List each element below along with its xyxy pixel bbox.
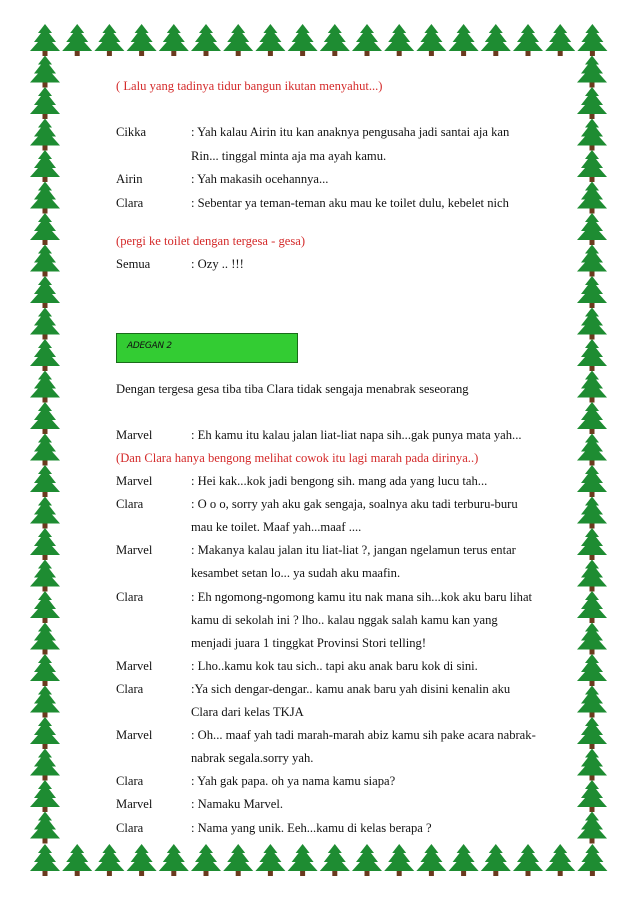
dialogue-line: : Yah gak papa. oh ya nama kamu siapa? [191, 774, 396, 789]
speaker-name: Semua [116, 257, 151, 271]
dialogue-line: : Eh kamu itu kalau jalan liat-liat napa sih...gak punya mata yah... [191, 428, 522, 442]
dialogue-line: : Namaku Marvel. [191, 797, 283, 812]
speaker-name: Marvel [116, 474, 153, 488]
dialogue-line: : Ozy .. !!! [191, 257, 244, 271]
dialogue-line: : Oh... maaf yah tadi marah-marah abiz kamu sih pake acara nabrak- [191, 728, 536, 743]
dialogue-line: : Yah makasih ocehannya... [191, 172, 329, 186]
speaker-name: Clara [116, 195, 144, 210]
dialogue-line: Clara dari kelas TKJA [191, 705, 304, 719]
speaker-name: Marvel [116, 658, 153, 673]
speaker-name: Clara [116, 497, 144, 512]
dialogue-line: : Eh ngomong-ngomong kamu itu nak mana sih...kok aku baru lihat [191, 589, 533, 604]
speaker-name: Clara [116, 820, 144, 835]
narration: Dengan tergesa gesa tiba tiba Clara tidak sengaja menabrak seseorang [116, 382, 469, 396]
dialogue-line: Rin... tinggal minta aja ma ayah kamu. [191, 148, 387, 163]
dialogue-line: kesambet setan lo... ya sudah aku maafin. [191, 566, 401, 581]
scene-heading-box [116, 333, 298, 363]
speaker-name: Clara [116, 589, 144, 604]
dialogue-line: :Ya sich dengar-dengar.. kamu anak baru yah disini kenalin aku [191, 681, 511, 696]
dialogue-line: : Sebentar ya teman-teman aku mau ke toilet dulu, kebelet nich [191, 195, 509, 210]
stage-direction-2: (pergi ke toilet dengan tergesa - gesa) [116, 234, 306, 248]
dialogue-line: mau ke toilet. Maaf yah...maaf .... [191, 520, 362, 535]
dialogue-line: : Lho..kamu kok tau sich.. tapi aku anak baru kok di sini. [191, 658, 478, 673]
dialogue-line: : Nama yang unik. Eeh...kamu di kelas berapa ? [191, 820, 432, 835]
dialogue-line: : O o o, sorry yah aku gak sengaja, soalnya aku tadi terburu-buru [191, 497, 518, 512]
speaker-name: Marvel [116, 543, 153, 558]
dialogue-line: : Yah kalau Airin itu kan anaknya pengusaha jadi santai aja kan [191, 125, 510, 139]
speaker-name: Clara [116, 774, 144, 789]
speaker-name: Marvel [116, 428, 153, 442]
dialogue-line: nabrak segala.sorry yah. [191, 751, 314, 766]
dialogue-line: : Hei kak...kok jadi bengong sih. mang ada yang lucu tah... [191, 474, 488, 488]
speaker-name: Clara [116, 681, 144, 696]
dialogue-line: kamu di sekolah ini ? lho.. kalau nggak salah kamu kan yang [191, 612, 498, 627]
scene-heading-label: ADEGAN 2 [127, 341, 172, 351]
stage-direction-3: (Dan Clara hanya bengong melihat cowok itu lagi marah pada dirinya..) [116, 451, 479, 465]
speaker-name: Marvel [116, 797, 153, 812]
speaker-name: Airin [116, 172, 143, 186]
dialogue-line: menjadi juara 1 tinggkat Provinsi Stori telling! [191, 635, 427, 650]
stage-direction-1: ( Lalu yang tadinya tidur bangun ikutan menyahut...) [116, 79, 383, 93]
speaker-name: Cikka [116, 125, 147, 139]
speaker-name: Marvel [116, 728, 153, 743]
dialogue-line: : Makanya kalau jalan itu liat-liat ?, jangan ngelamun terus entar [191, 543, 516, 558]
